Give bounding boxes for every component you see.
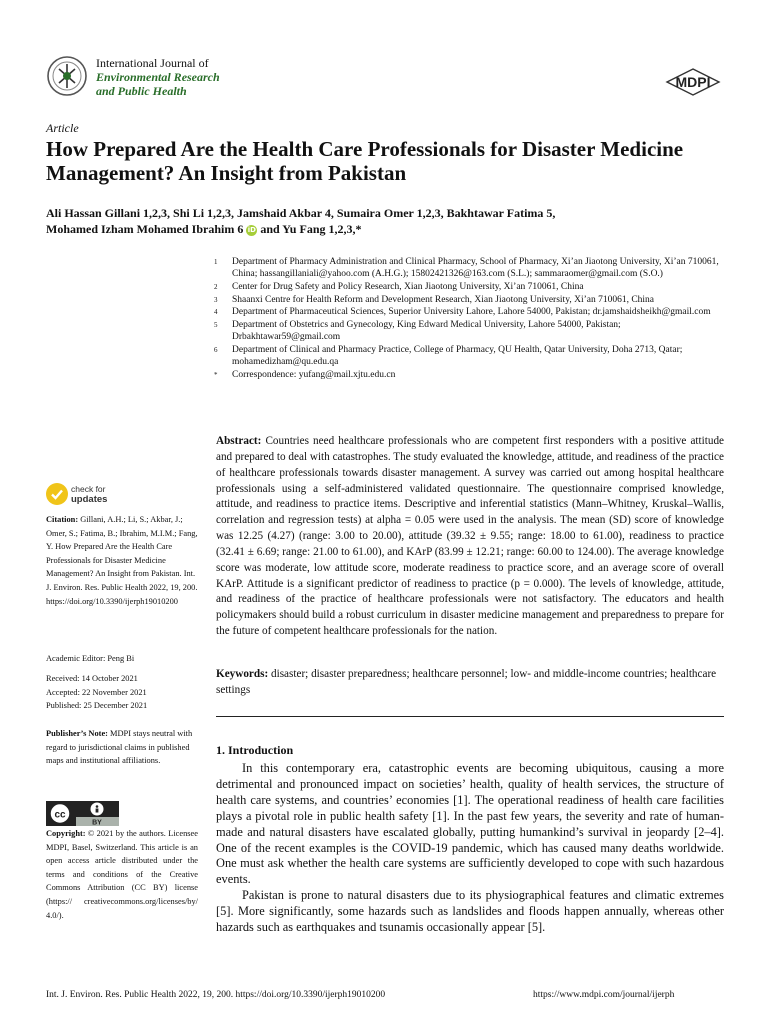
dates-block [46, 672, 198, 713]
affiliation-number: 4 [214, 308, 218, 317]
citation-block [46, 513, 198, 608]
abstract-label: Abstract: [216, 435, 262, 447]
check-for-updates-icon[interactable] [46, 483, 68, 505]
checkmark-icon [46, 483, 68, 505]
authors-line1: Ali Hassan Gillani 1,2,3, Shi Li 1,2,3, Jamshaid Akbar 4, Sumaira Omer 1,2,3, Bakhtawar Fatima 5, [46, 206, 556, 220]
check-for-updates-button[interactable] [71, 484, 107, 505]
mdpi-logo [664, 68, 722, 96]
affiliation-item [214, 369, 729, 381]
affiliation-number: 5 [214, 321, 218, 330]
check-for-updates-line2: updates [71, 494, 108, 505]
affiliation-item [214, 344, 729, 368]
author-ibrahim: Mohamed Izham Mohamed Ibrahim 6 [46, 222, 244, 236]
affiliation-number: 1 [214, 258, 218, 266]
published-date: Published: 25 December 2021 [46, 701, 148, 711]
svg-text:cc: cc [54, 809, 66, 821]
affiliation-text: Department of Pharmacy Administration and Clinical Pharmacy, School of Pharmacy, Xi’an Jiaotong University, Xi’an 710061, China; hassangillaniali@yahoo.com (A.H.G.); 15802421326@163.com (S.L.); sammaraomer@gmail.com (S.O.) [232, 257, 719, 280]
author-fang: and Yu Fang 1,2,3,* [257, 222, 362, 236]
affiliation-item [214, 256, 729, 280]
publishers-note [46, 727, 198, 768]
footer-citation: Int. J. Environ. Res. Public Health 2022, 19, 200. https://doi.org/10.3390/ijerph19010200 [46, 990, 386, 1000]
journal-name-line3: and Public Health [96, 84, 187, 98]
authors-line2 [46, 221, 726, 237]
mdpi-logo-text: MDPI [675, 74, 711, 90]
correspondence-text: Correspondence: yufang@mail.xjtu.edu.cn [232, 369, 396, 380]
intro-paragraph-1: In this contemporary era, catastrophic events are becoming ubiquitous, causing a more detrimental and pronounced impact on societies’ health, quality of health services, the structure of health care systems, and countries’ economies [1]. The operational readiness of health care facilities plays a pivotal role in public health safety [1]. In the past few years, the severity and rate of human-made and natural disasters have escalated globally, putting humankind’s survival in jeopardy [2–4]. One of the recent examples is the COVID-19 pandemic, which has caused many deaths worldwide. One must ask whether the health care systems are sufficiently developed to cope with such hazardous events. [216, 761, 724, 887]
keywords [216, 667, 724, 699]
affiliation-item [214, 319, 729, 343]
cc-by-license-icon[interactable] [46, 801, 119, 826]
abstract [216, 434, 724, 640]
affiliation-number: 6 [214, 345, 218, 354]
affiliation-number: 2 [214, 282, 218, 291]
affiliation-text: Department of Clinical and Pharmacy Practice, College of Pharmacy, QU Health, Qatar University, Doha 2713, Qatar; mohamedizham@qu.edu.qa [232, 344, 683, 368]
received-date: Received: 14 October 2021 [46, 674, 138, 683]
affiliation-item [214, 294, 729, 306]
journal-logo-icon [46, 55, 88, 97]
keywords-label: Keywords: [216, 668, 269, 680]
intro-paragraph-2: Pakistan is prone to natural disasters due to its physiographical features and climatic extremes [5]. More significantly, some hazards such as landslides and floods happen annually, whereas other hazards such as earthquakes and tsunamis occasionally appear [5]. [216, 888, 724, 935]
affiliation-text: Center for Drug Safety and Policy Research, Xian Jiaotong University, Xi’an 710061, China [232, 281, 584, 292]
affiliations [214, 256, 729, 382]
journal-name [96, 56, 220, 98]
accepted-date: Accepted: 22 November 2021 [46, 687, 147, 697]
article-title: How Prepared Are the Health Care Professionals for Disaster Medicine Management? An Insight from Pakistan [46, 137, 684, 185]
copyright-block [46, 827, 198, 922]
academic-editor: Academic Editor: Peng Bi [46, 654, 135, 663]
cc-by-label: BY [92, 819, 102, 826]
affiliation-item [214, 281, 729, 293]
affiliation-number: * [214, 370, 218, 379]
section-heading-introduction: 1. Introduction [216, 743, 294, 757]
author-list [46, 205, 726, 237]
publishers-note-label: Publisher’s Note: [46, 729, 108, 738]
citation-label: Citation: [46, 515, 79, 524]
publishers-note-text: MDPI stays neutral with regard to jurisdictional claims in published maps and institutional affiliations. [46, 729, 193, 766]
orcid-icon[interactable]: iD [247, 225, 256, 234]
affiliation-number: 3 [214, 295, 218, 304]
abstract-text: Countries need healthcare professionals who are competent first responders with a positive attitude and prepared to deal with catastrophes. The study evaluated the knowledge, attitude, and readiness of the practice of healthcare professionals towards disaster management. A survey was carried out among hospital healthcare professionals using a self-administered validated questionnaire. The questionnaire comprised knowledge, attitude, and readiness to practice items. Descriptive and inferential statistics (Mann–Whitney, Kruskal–Wallis, correlation and regression tests) at alpha = 0.05 were used in the analysis. The mean (SD) score of knowledge was 12.25 (4.27) (range: 3.00 to 20.00), attitude (39.32 ± 9.55; range: 18.00 to 61.00), readiness to practice (32.41 ± 6.69; range: 21.00 to 61.00), and KArP (83.99 ± 12.21; range: 60.00 to 124.00). The average knowledge score was moderate, low attitude score, moderate readiness to practice score, and an average score of overall KArP. Attitude is a significant predictor of readiness to practice (p = 0.000). The levels of knowledge, attitude, and readiness of the practice of healthcare professionals were not satisfactory. The educators and health policymakers should build a robust curriculum in disaster medicine management and preparedness to prepare for the future of competent healthcare professionals for the nation. [216, 435, 724, 638]
affiliation-item [214, 306, 729, 318]
footer-journal-url[interactable]: https://www.mdpi.com/journal/ijerph [533, 990, 675, 1000]
article-type: Article [46, 121, 79, 135]
affiliation-text: Department of Obstetrics and Gynecology, King Edward Medical University, Lahore 54000, Pakistan; Drbakhtawar59@gmail.com [232, 320, 621, 343]
journal-name-line1: International Journal of [96, 56, 209, 70]
copyright-label: Copyright: [46, 829, 86, 838]
introduction-body [216, 761, 724, 936]
section-divider [216, 716, 724, 717]
creative-commons-icon [46, 801, 119, 826]
keywords-text: disaster; disaster preparedness; healthcare personnel; low- and middle-income countries; healthcare settings [216, 668, 717, 696]
check-for-updates-line1: check for [71, 484, 106, 494]
copyright-text: © 2021 by the authors. Licensee MDPI, Basel, Switzerland. This article is an open access article distributed under the terms and conditions of the Creative Commons Attribution (CC BY) license (https:// creativecommons.org/licenses/by/ 4.0/). [46, 829, 198, 920]
affiliation-text: Department of Pharmaceutical Sciences, Superior University Lahore, Lahore 54000, Pakistan; dr.jamshaidsheikh@gmail.com [232, 307, 711, 318]
citation-text: Gillani, A.H.; Li, S.; Akbar, J.; Omer, S.; Fatima, B.; Ibrahim, M.I.M.; Fang, Y. How Prepared Are the Health Care Professionals for Disaster Medicine Management? An Insight from Pakistan. Int. J. Environ. Res. Public Health 2022, 19, 200. https://doi.org/10.3390/ijerph19010200 [46, 515, 198, 606]
affiliation-text: Shaanxi Centre for Health Reform and Development Research, Xian Jiaotong University, Xi’an 710061, China [232, 294, 655, 305]
journal-name-line2: Environmental Research [96, 70, 220, 84]
